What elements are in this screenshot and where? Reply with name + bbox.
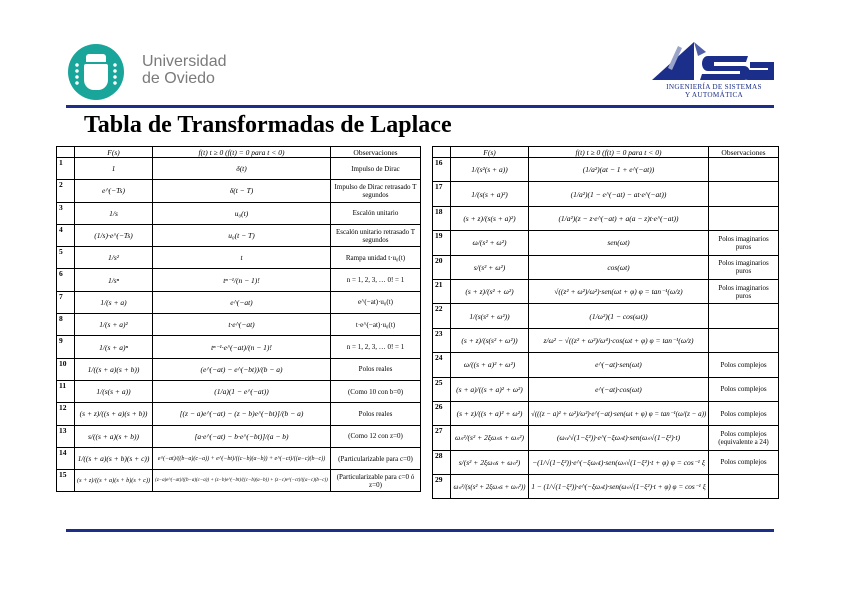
observation-cell [709,304,779,328]
time-function-cell: (1/a²)(1 − e^(−at) − at·e^(−at)) [529,182,709,206]
row-number: 28 [433,450,451,474]
laplace-transform-cell: 1/s² [75,247,153,269]
table-header-row [433,147,779,158]
time-function-cell: (1/a²)(at − 1 + e^(−at)) [529,158,709,182]
observation-cell: Polos reales [331,403,421,425]
observation-cell: Escalón unitario [331,202,421,224]
row-number: 2 [57,180,75,202]
observation-cell: (Como 12 con z=0) [331,425,421,447]
time-function-cell: t [153,247,331,269]
observation-cell: Polos imaginarios puros [709,255,779,279]
laplace-transform-cell: 1/(s(s + a)) [75,380,153,402]
table-row [433,231,779,255]
observation-cell: Polos complejos [709,401,779,425]
laplace-transform-cell: 1/((s + a)(s + b)(s + c)) [75,447,153,469]
laplace-table-left [56,146,421,492]
time-function-cell: e^(−at)/((b−a)(c−a)) + e^(−bt)/((c−b)(a−b)) + e^(−ct)/((a−c)(b−c)) [153,447,331,469]
row-number: 21 [433,279,451,303]
table-row [433,475,779,499]
time-function-cell: t·e^(−at) [153,314,331,336]
row-number: 9 [57,336,75,358]
table-row [433,328,779,352]
row-number: 11 [57,380,75,402]
table-row [57,224,421,246]
observation-cell: n = 1, 2, 3, … 0! = 1 [331,336,421,358]
time-function-cell: e^(−at) [153,291,331,313]
observation-cell: Escalón unitario retrasado T segundos [331,224,421,246]
time-function-cell: √(((z − a)² + ω²)/ω²)·e^(−at)·sen(ωt + φ) φ = tan⁻¹(ω/(z − a)) [529,401,709,425]
table-body-right [433,158,779,499]
observation-cell: t·e^(−at)·u₀(t) [331,314,421,336]
row-number: 27 [433,426,451,450]
time-function-cell: (1/ω²)(1 − cos(ωt)) [529,304,709,328]
laplace-transform-cell: 1/((s + a)(s + b)) [75,358,153,380]
observation-cell: Rampa unidad t·u₀(t) [331,247,421,269]
time-function-cell: δ(t) [153,158,331,180]
table-row [433,426,779,450]
table-row [57,291,421,313]
laplace-transform-cell: (s + z)/((s + a)² + ω²) [451,401,529,425]
university-logo [68,44,124,100]
footer-divider [66,529,774,532]
row-number: 8 [57,314,75,336]
row-number: 6 [57,269,75,291]
table-row [57,403,421,425]
header [0,0,848,110]
row-number: 22 [433,304,451,328]
page-title: Tabla de Transformadas de Laplace [84,112,452,138]
isa-subtitle-line1: INGENIERÍA DE SISTEMAS [666,83,762,91]
row-number: 25 [433,377,451,401]
column-header-Fs: F(s) [75,147,153,158]
time-function-cell: δ(t − T) [153,180,331,202]
observation-cell [709,158,779,182]
table-header-row [57,147,421,158]
time-function-cell: (e^(−at) − e^(−bt))/(b − a) [153,358,331,380]
row-number: 1 [57,158,75,180]
column-header-observaciones: Observaciones [709,147,779,158]
table-row [433,182,779,206]
time-function-cell: e^(−at)·cos(ωt) [529,377,709,401]
table-row [57,269,421,291]
time-function-cell: tⁿ⁻¹·e^(−at)/(n − 1)! [153,336,331,358]
time-function-cell: −(1/√(1−ξ²))·e^(−ξωₙt)·sen(ωₙ√(1−ξ²)·t + φ) φ = cos⁻¹ ξ [529,450,709,474]
laplace-transform-cell: (s + z)/(s(s + a)²) [451,206,529,230]
laplace-transform-cell: ωₙ²/(s² + 2ξωₙs + ωₙ²) [451,426,529,450]
row-number: 15 [57,470,75,492]
row-number: 26 [433,401,451,425]
observation-cell: Polos reales [331,358,421,380]
table-row [57,336,421,358]
table-row [433,450,779,474]
observation-cell: Impulso de Dirac [331,158,421,180]
table-row [57,358,421,380]
observation-cell: n = 1, 2, 3, … 0! = 1 [331,269,421,291]
table-row [57,380,421,402]
table-row [57,470,421,492]
observation-cell: Polos complejos (equivalente a 24) [709,426,779,450]
laplace-transform-cell: 1/(s + a)² [75,314,153,336]
observation-cell [709,206,779,230]
row-number: 7 [57,291,75,313]
row-number: 13 [57,425,75,447]
observation-cell: Polos complejos [709,353,779,377]
time-function-cell: [(z − a)e^(−at) − (z − b)e^(−bt)]/(b − a) [153,403,331,425]
table-row [433,401,779,425]
row-number: 19 [433,231,451,255]
time-function-cell: e^(−at)·sen(ωt) [529,353,709,377]
observation-cell: (Particularizable para c=0) [331,447,421,469]
table-row [57,180,421,202]
row-number: 17 [433,182,451,206]
table-row [433,304,779,328]
column-header-ft: f(t) t ≥ 0 (f(t) = 0 para t < 0) [153,147,331,158]
laplace-table-right [432,146,779,499]
laplace-transform-cell: 1/(s²(s + a)) [451,158,529,182]
laplace-transform-cell: 1/sⁿ [75,269,153,291]
row-number: 12 [57,403,75,425]
time-function-cell: (1/a)(1 − e^(−at)) [153,380,331,402]
laplace-transform-cell: (s + z)/((s + a)(s + b)(s + c)) [75,470,153,492]
table-row [433,206,779,230]
header-divider [66,105,774,108]
time-function-cell: (1/a²)(z − z·e^(−at) + a(a − z)t·e^(−at)) [529,206,709,230]
time-function-cell: (ωₙ/√(1−ξ²))·e^(−ξωₙt)·sen(ωₙ√(1−ξ²)·t) [529,426,709,450]
observation-cell [709,328,779,352]
table-row [433,158,779,182]
table-row [57,447,421,469]
table-row [57,425,421,447]
table-row [433,377,779,401]
laplace-transform-cell: (1/s)·e^(−Ts) [75,224,153,246]
row-number: 16 [433,158,451,182]
time-function-cell: tⁿ⁻¹/(n − 1)! [153,269,331,291]
observation-cell [709,182,779,206]
table-row [57,247,421,269]
observation-cell: e^(−at)·u₀(t) [331,291,421,313]
isa-subtitle-line2: Y AUTOMÁTICA [684,91,744,99]
laplace-transform-cell: (s + z)/((s + a)(s + b)) [75,403,153,425]
time-function-cell: 1 − (1/√(1−ξ²))·e^(−ξωₙt)·sen(ωₙ√(1−ξ²)·t + φ) φ = cos⁻¹ ξ [529,475,709,499]
row-number: 14 [57,447,75,469]
time-function-cell: u₀(t) [153,202,331,224]
laplace-transform-cell: 1/(s(s + a)²) [451,182,529,206]
laplace-transform-cell: (s + z)/(s(s² + ω²)) [451,328,529,352]
laplace-transform-cell: (s + a)/((s + a)² + ω²) [451,377,529,401]
table-row [433,255,779,279]
university-name [142,53,226,87]
row-number: 3 [57,202,75,224]
observation-cell: (Como 10 con b=0) [331,380,421,402]
table-row [433,353,779,377]
laplace-transform-cell: 1/(s + a) [75,291,153,313]
column-header-observaciones: Observaciones [331,147,421,158]
laplace-transform-cell: e^(−Ts) [75,180,153,202]
observation-cell: Polos complejos [709,377,779,401]
laplace-transform-cell: (s + z)/(s² + ω²) [451,279,529,303]
laplace-transform-cell: ω/((s + a)² + ω²) [451,353,529,377]
laplace-transform-cell: 1 [75,158,153,180]
time-function-cell: √((z² + ω²)/ω²)·sen(ωt + φ) φ = tan⁻¹(ω/z) [529,279,709,303]
row-number: 4 [57,224,75,246]
table-row [433,279,779,303]
observation-cell: Polos imaginarios puros [709,279,779,303]
table-row [57,202,421,224]
row-number: 5 [57,247,75,269]
observation-cell: Polos complejos [709,450,779,474]
laplace-transform-cell: 1/(s + a)ⁿ [75,336,153,358]
observation-cell: Polos imaginarios puros [709,231,779,255]
laplace-transform-cell: s/(s² + ω²) [451,255,529,279]
laplace-transform-cell: 1/(s(s² + ω²)) [451,304,529,328]
laplace-transform-cell: s/(s² + 2ξωₙs + ωₙ²) [451,450,529,474]
time-function-cell: [a·e^(−at) − b·e^(−bt)]/(a − b) [153,425,331,447]
table-row [57,314,421,336]
university-line1: Universidad [142,53,227,70]
row-number: 24 [433,353,451,377]
column-header-Fs: F(s) [451,147,529,158]
time-function-cell: cos(ωt) [529,255,709,279]
laplace-transform-cell: s/((s + a)(s + b)) [75,425,153,447]
laplace-transform-cell: ω/(s² + ω²) [451,231,529,255]
university-line2: de Oviedo [142,70,215,87]
column-header-number [433,147,451,158]
row-number: 23 [433,328,451,352]
row-number: 10 [57,358,75,380]
time-function-cell: (z−a)e^(−at)/((b−a)(c−a)) + (z−b)e^(−bt)/((c−b)(a−b)) + (z−c)e^(−ct)/((a−c)(b−c)) [153,470,331,492]
column-header-number [57,147,75,158]
time-function-cell: u₀(t − T) [153,224,331,246]
laplace-transform-cell: ωₙ²/(s(s² + 2ξωₙs + ωₙ²)) [451,475,529,499]
row-number: 18 [433,206,451,230]
time-function-cell: z/ω² − √((z² + ω²)/ω⁴)·cos(ωt + φ) φ = tan⁻¹(ω/z) [529,328,709,352]
column-header-ft: f(t) t ≥ 0 (f(t) = 0 para t < 0) [529,147,709,158]
observation-cell: Impulso de Dirac retrasado T segundos [331,180,421,202]
table-row [57,158,421,180]
row-number: 29 [433,475,451,499]
laplace-transform-cell: 1/s [75,202,153,224]
observation-cell [709,475,779,499]
table-body-left [57,158,421,492]
row-number: 20 [433,255,451,279]
observation-cell: (Particularizable para c=0 ó z=0) [331,470,421,492]
time-function-cell: sen(ωt) [529,231,709,255]
isa-subtitle [650,83,778,99]
